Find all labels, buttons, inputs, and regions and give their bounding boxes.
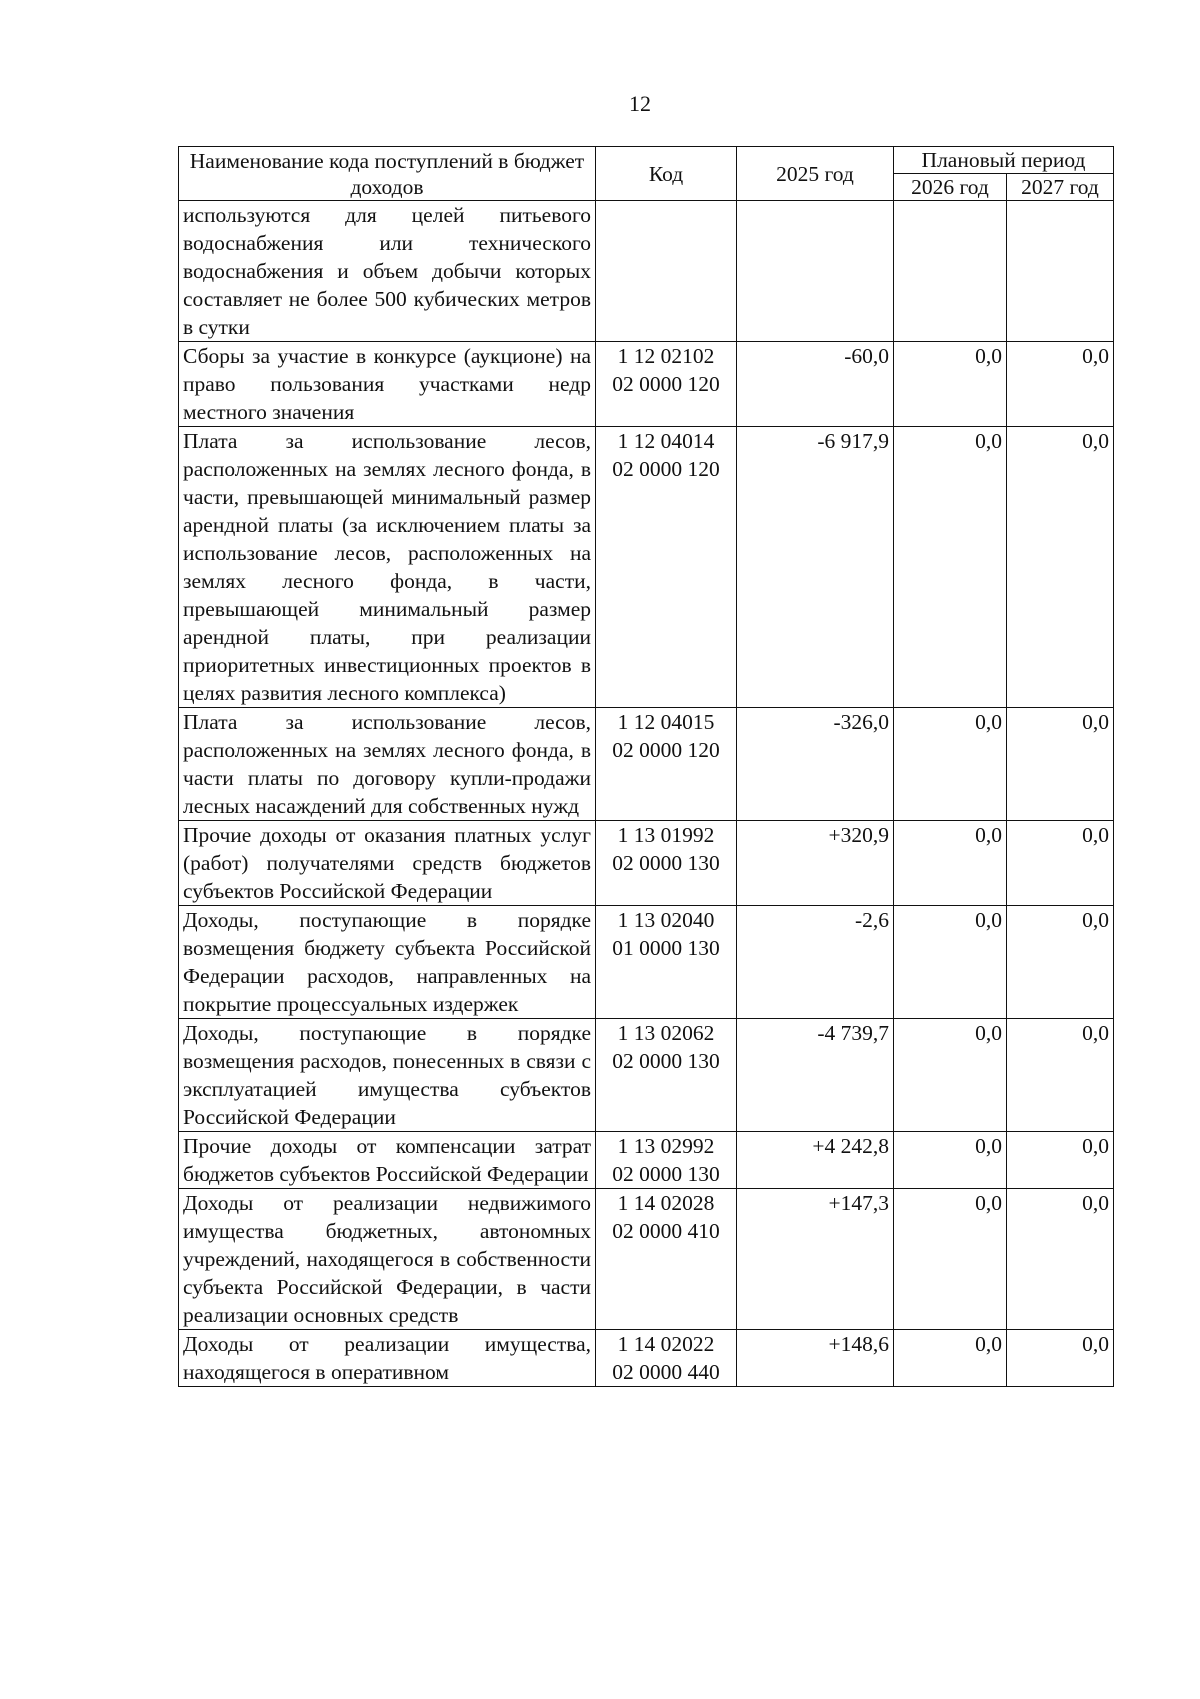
row-code: 1 14 02022 02 0000 440 — [596, 1330, 737, 1387]
page-number: 12 — [629, 91, 651, 116]
row-name: Доходы, поступающие в порядке возмещения бюджету субъекта Российской Федерации расходов, направленных на покрытие процессуальных издержек — [179, 906, 596, 1019]
row-name: Доходы от реализации недвижимого имущества бюджетных, автономных учреждений, находящегося в собственности субъекта Российской Федерации, в части реализации основных средств — [179, 1189, 596, 1330]
row-name: используются для целей питьевого водоснабжения или технического водоснабжения и объем добычи которых составляет не более 500 кубических метров в сутки — [179, 201, 596, 342]
row-value-2025: -2,6 — [737, 906, 894, 1019]
table-row — [179, 1330, 1114, 1387]
row-code: 1 12 02102 02 0000 120 — [596, 342, 737, 427]
row-value-2025: +148,6 — [737, 1330, 894, 1387]
header-name: Наименование кода поступлений в бюджет доходов — [179, 147, 596, 201]
header-2025: 2025 год — [737, 147, 894, 201]
row-value-2027: 0,0 — [1007, 1189, 1114, 1330]
row-value-2027: 0,0 — [1007, 342, 1114, 427]
row-value-2026: 0,0 — [894, 1132, 1007, 1189]
table-body — [179, 201, 1114, 1387]
row-value-2025: -4 739,7 — [737, 1019, 894, 1132]
row-value-2026: 0,0 — [894, 906, 1007, 1019]
row-value-2025: +320,9 — [737, 821, 894, 906]
row-code — [596, 201, 737, 342]
row-value-2026: 0,0 — [894, 1019, 1007, 1132]
row-value-2027: 0,0 — [1007, 1132, 1114, 1189]
row-value-2026: 0,0 — [894, 1189, 1007, 1330]
row-name: Прочие доходы от компенсации затрат бюджетов субъектов Российской Федерации — [179, 1132, 596, 1189]
row-value-2027: 0,0 — [1007, 1330, 1114, 1387]
row-value-2025: -60,0 — [737, 342, 894, 427]
row-code: 1 14 02028 02 0000 410 — [596, 1189, 737, 1330]
row-value-2026: 0,0 — [894, 1330, 1007, 1387]
revenue-table — [178, 146, 1114, 1387]
table-row — [179, 906, 1114, 1019]
row-value-2027: 0,0 — [1007, 906, 1114, 1019]
row-value-2027: 0,0 — [1007, 427, 1114, 708]
row-value-2025: +147,3 — [737, 1189, 894, 1330]
row-value-2026: 0,0 — [894, 821, 1007, 906]
row-value-2027 — [1007, 201, 1114, 342]
table-row — [179, 708, 1114, 821]
row-value-2027: 0,0 — [1007, 821, 1114, 906]
table-row — [179, 427, 1114, 708]
header-2026: 2026 год — [894, 174, 1007, 201]
row-name: Плата за использование лесов, расположенных на землях лесного фонда, в части, превышающей минимальный размер арендной платы (за исключением платы за использование лесов, расположенных на землях лесного фонда, в части, превышающей минимальный размер арендной платы, при реализации приоритетных инвестиционных проектов в целях развития лесного комплекса) — [179, 427, 596, 708]
row-value-2027: 0,0 — [1007, 1019, 1114, 1132]
table-row — [179, 821, 1114, 906]
row-code: 1 13 01992 02 0000 130 — [596, 821, 737, 906]
table-row — [179, 1132, 1114, 1189]
row-code: 1 13 02992 02 0000 130 — [596, 1132, 737, 1189]
row-code: 1 12 04014 02 0000 120 — [596, 427, 737, 708]
header-code: Код — [596, 147, 737, 201]
table-row — [179, 1019, 1114, 1132]
row-name: Доходы, поступающие в порядке возмещения расходов, понесенных в связи с эксплуатацией имущества субъектов Российской Федерации — [179, 1019, 596, 1132]
row-value-2025: +4 242,8 — [737, 1132, 894, 1189]
row-name: Плата за использование лесов, расположенных на землях лесного фонда, в части платы по договору купли-продажи лесных насаждений для собственных нужд — [179, 708, 596, 821]
row-code: 1 12 04015 02 0000 120 — [596, 708, 737, 821]
row-value-2025: -6 917,9 — [737, 427, 894, 708]
table-row — [179, 1189, 1114, 1330]
row-name: Сборы за участие в конкурсе (аукционе) на право пользования участками недр местного значения — [179, 342, 596, 427]
row-value-2025: -326,0 — [737, 708, 894, 821]
table-row — [179, 342, 1114, 427]
table-row — [179, 201, 1114, 342]
row-value-2025 — [737, 201, 894, 342]
row-value-2026: 0,0 — [894, 342, 1007, 427]
row-name: Прочие доходы от оказания платных услуг (работ) получателями средств бюджетов субъектов Российской Федерации — [179, 821, 596, 906]
row-value-2026 — [894, 201, 1007, 342]
row-value-2026: 0,0 — [894, 427, 1007, 708]
header-plan-period: Плановый период — [894, 147, 1114, 174]
header-2027: 2027 год — [1007, 174, 1114, 201]
row-code: 1 13 02040 01 0000 130 — [596, 906, 737, 1019]
row-value-2026: 0,0 — [894, 708, 1007, 821]
row-value-2027: 0,0 — [1007, 708, 1114, 821]
row-name: Доходы от реализации имущества, находящегося в оперативном — [179, 1330, 596, 1387]
row-code: 1 13 02062 02 0000 130 — [596, 1019, 737, 1132]
